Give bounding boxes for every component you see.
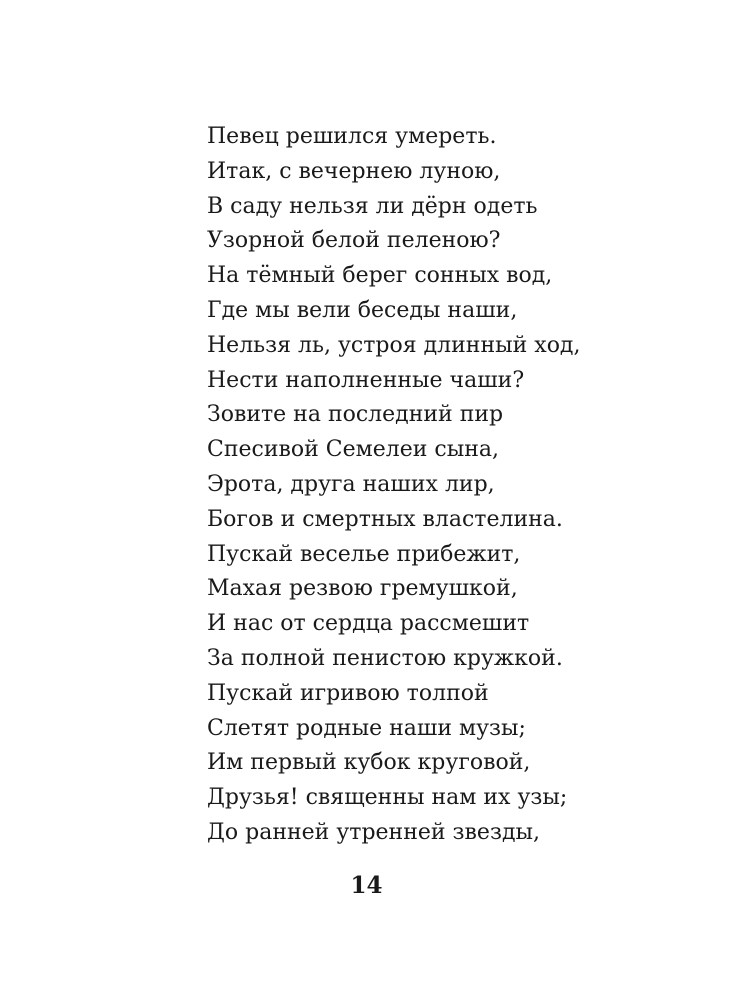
poem-line: На тёмный берег сонных вод,: [207, 263, 553, 289]
poem-line: Нести наполненные чаши?: [207, 367, 525, 393]
poem-line: Богов и смертных властелина.: [207, 506, 563, 532]
poem-line: Зовите на последний пир: [207, 402, 504, 428]
page-number: 14: [350, 872, 383, 899]
poem-line: Им первый кубок круговой,: [207, 750, 531, 776]
poem-line: Узорной белой пеленою?: [207, 228, 501, 254]
poem-line: Слетят родные наши музы;: [207, 715, 526, 741]
poem-line: Друзья! священны нам их узы;: [207, 785, 568, 811]
poem-line: Махая резвою гремушкой,: [207, 576, 518, 602]
poem-line: За полной пенистою кружкой.: [207, 645, 563, 671]
poem-line: В саду нельзя ли дёрн одеть: [207, 193, 538, 219]
poem-line: Нельзя ль, устроя длинный ход,: [207, 332, 581, 358]
poem-line: Спесивой Семелеи сына,: [207, 437, 500, 463]
poem-text: [207, 120, 580, 851]
poem-line: Пускай веселье прибежит,: [207, 541, 521, 567]
poem-line: До ранней утренней звезды,: [207, 819, 540, 845]
poem-line: Певец решился умереть.: [207, 124, 497, 149]
poem-line: Где мы вели беседы наши,: [207, 297, 518, 323]
poem-line: Пускай игривою толпой: [207, 680, 489, 706]
poem-line: Итак, с вечернею луною,: [207, 158, 501, 184]
poem-line: И нас от сердца рассмешит: [207, 611, 530, 637]
poem-line: Эрота, друга наших лир,: [207, 471, 495, 497]
